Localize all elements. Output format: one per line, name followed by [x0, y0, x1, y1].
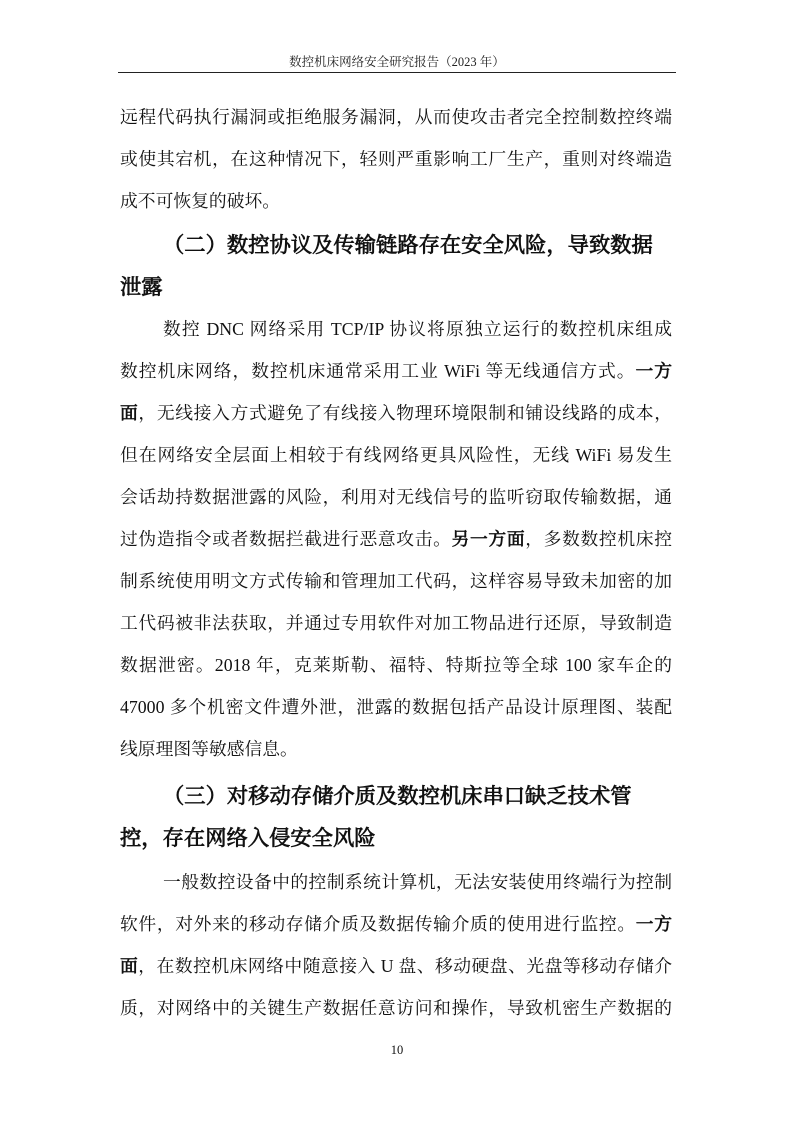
text-line: 质，对网络中的关键生产数据任意访问和操作，导致机密生产数据的 [120, 998, 672, 1018]
text-segment: ，无线接入方式避免了有线接入物理环境限制和铺设线路的成本， [138, 403, 672, 423]
text-segment: ，在数控机床网络中随意接入 U 盘、移动硬盘、光盘等移动存储介 [138, 956, 672, 976]
emphasis-text: 面 [120, 956, 139, 976]
text-line [120, 350, 672, 392]
text-line [120, 518, 672, 560]
text-line: 会话劫持数据泄露的风险，利用对无线信号的监听窃取传输数据，通 [120, 487, 672, 507]
text-segment: 过伪造指令或者数据拦截进行恶意攻击。 [120, 529, 452, 549]
text-line: 线原理图等敏感信息。 [120, 739, 298, 759]
text-line: 制系统使用明文方式传输和管理加工代码，这样容易导致未加密的加 [120, 571, 672, 591]
text-line: 数控 DNC 网络采用 TCP/IP 协议将原独立运行的数控机床组成 [163, 319, 672, 339]
heading-line: 控，存在网络入侵安全风险 [120, 826, 376, 850]
emphasis-text: 另一方面 [451, 529, 526, 549]
section-heading-2 [120, 224, 672, 308]
text-line: 成不可恢复的破坏。 [120, 191, 281, 211]
paragraph-section-3 [120, 861, 672, 1029]
text-line: 工代码被非法获取，并通过专用软件对加工物品进行还原，导致制造 [120, 613, 672, 633]
emphasis-text: 一方 [635, 361, 672, 381]
text-line: 远程代码执行漏洞或拒绝服务漏洞，从而使攻击者完全控制数控终端 [120, 107, 672, 127]
heading-line: 泄露 [120, 275, 163, 299]
page-body [120, 96, 672, 1029]
text-line: 47000 多个机密文件遭外泄，泄露的数据包括产品设计原理图、装配 [120, 697, 672, 717]
text-line: 数据泄密。2018 年，克莱斯勒、福特、特斯拉等全球 100 家车企的 [120, 655, 672, 675]
paragraph-section-2 [120, 308, 672, 770]
running-header-title: 数控机床网络安全研究报告（2023 年） [289, 55, 505, 69]
paragraph-continuation [120, 96, 672, 222]
section-heading-3 [120, 775, 672, 859]
text-line: 一般数控设备中的控制系统计算机，无法安装使用终端行为控制 [163, 872, 672, 892]
emphasis-text: 一方 [635, 914, 672, 934]
heading-line: （三）对移动存储介质及数控机床串口缺乏技术管 [163, 784, 632, 808]
header-rule [118, 72, 676, 73]
heading-line: （二）数控协议及传输链路存在安全风险，导致数据 [163, 233, 653, 257]
text-segment: 软件，对外来的移动存储介质及数据传输介质的使用进行监控。 [120, 914, 636, 934]
page-number: 10 [390, 1043, 404, 1057]
text-line: 或使其宕机，在这种情况下，轻则严重影响工厂生产，重则对终端造 [120, 149, 672, 169]
text-segment: 数控机床网络，数控机床通常采用工业 WiFi 等无线通信方式。 [120, 361, 636, 381]
text-line [120, 392, 672, 434]
text-line [120, 945, 672, 987]
emphasis-text: 面 [120, 403, 139, 423]
text-line [120, 903, 672, 945]
text-line: 但在网络安全层面上相较于有线网络更具风险性，无线 WiFi 易发生 [120, 445, 672, 465]
text-segment: ，多数数控机床控 [525, 529, 672, 549]
